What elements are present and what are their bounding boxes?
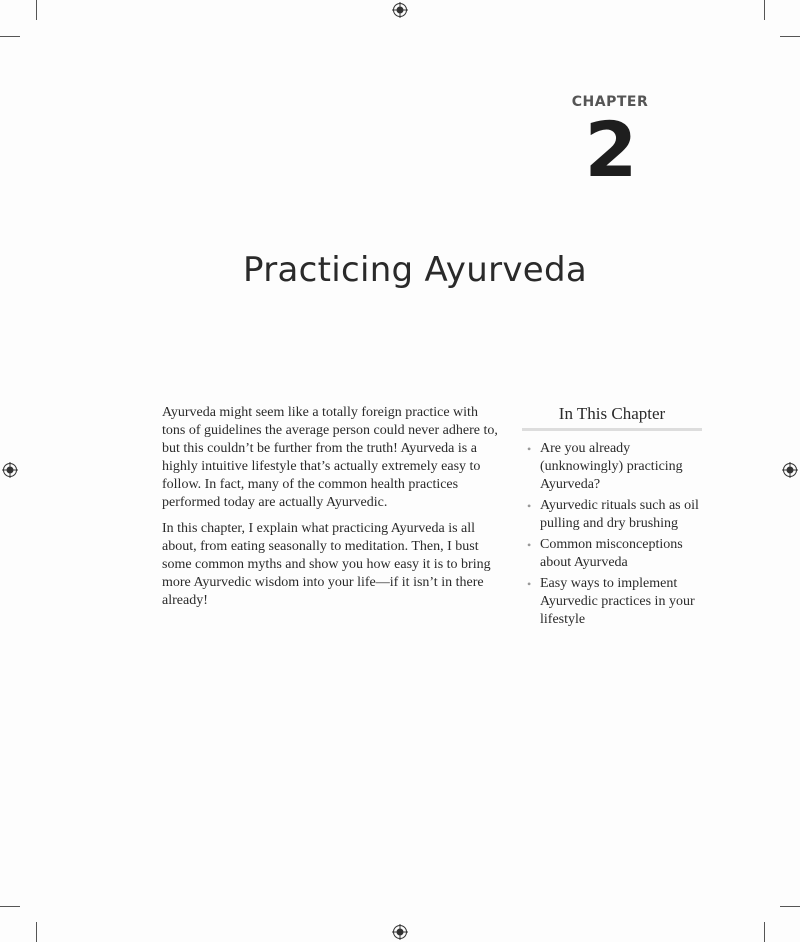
body-text xyxy=(162,404,504,618)
sidebar-list xyxy=(522,440,702,629)
list-item-text: Are you already (unknowingly) practicing Ayurveda? xyxy=(540,441,683,492)
in-this-chapter-sidebar xyxy=(522,404,702,632)
crop-mark-top-right xyxy=(764,0,765,20)
registration-mark-left-icon xyxy=(2,462,18,478)
chapter-number: 2 xyxy=(584,105,636,194)
registration-mark-top-icon xyxy=(392,2,408,18)
crop-mark-bottom-left-h xyxy=(0,906,20,907)
list-item xyxy=(522,497,702,533)
list-item xyxy=(522,440,702,494)
registration-mark-bottom-icon xyxy=(392,924,408,940)
chapter-title: Practicing Ayurveda xyxy=(242,250,588,290)
bullet-icon: • xyxy=(527,499,532,513)
body-paragraph: Ayurveda might seem like a totally foreign practice with tons of guidelines the average person could never adhere to, but this couldn’t be further from the truth! Ayurveda is a highly intuitive lifestyle that’s actually extremely easy to follow. In fact, many of the common health practices performed today are actually Ayurvedic. xyxy=(162,405,498,510)
list-item-text: Common misconceptions about Ayurveda xyxy=(540,537,683,570)
bullet-icon: • xyxy=(527,442,532,456)
registration-mark-right-icon xyxy=(782,462,798,478)
sidebar-title: In This Chapter xyxy=(522,404,702,431)
crop-mark-top-left xyxy=(36,0,37,20)
crop-mark-bottom-left xyxy=(36,922,37,942)
crop-mark-bottom-right xyxy=(764,922,765,942)
crop-mark-bottom-right-h xyxy=(780,906,800,907)
bullet-icon: • xyxy=(527,538,532,552)
crop-mark-top-right-h xyxy=(780,36,800,37)
body-paragraph: In this chapter, I explain what practicing Ayurveda is all about, from eating seasonally to meditation. Then, I bust some common myths and show you how easy it is to bring more Ayurvedic wisdom into your life—if it isn’t in there already! xyxy=(162,521,491,608)
list-item-text: Easy ways to implement Ayurvedic practices in your lifestyle xyxy=(540,576,695,627)
crop-mark-top-left-h xyxy=(0,36,20,37)
chapter-label: CHAPTER xyxy=(571,94,649,110)
list-item xyxy=(522,575,702,629)
bullet-icon: • xyxy=(527,577,532,591)
list-item-text: Ayurvedic rituals such as oil pulling and dry brushing xyxy=(540,498,699,531)
list-item xyxy=(522,536,702,572)
